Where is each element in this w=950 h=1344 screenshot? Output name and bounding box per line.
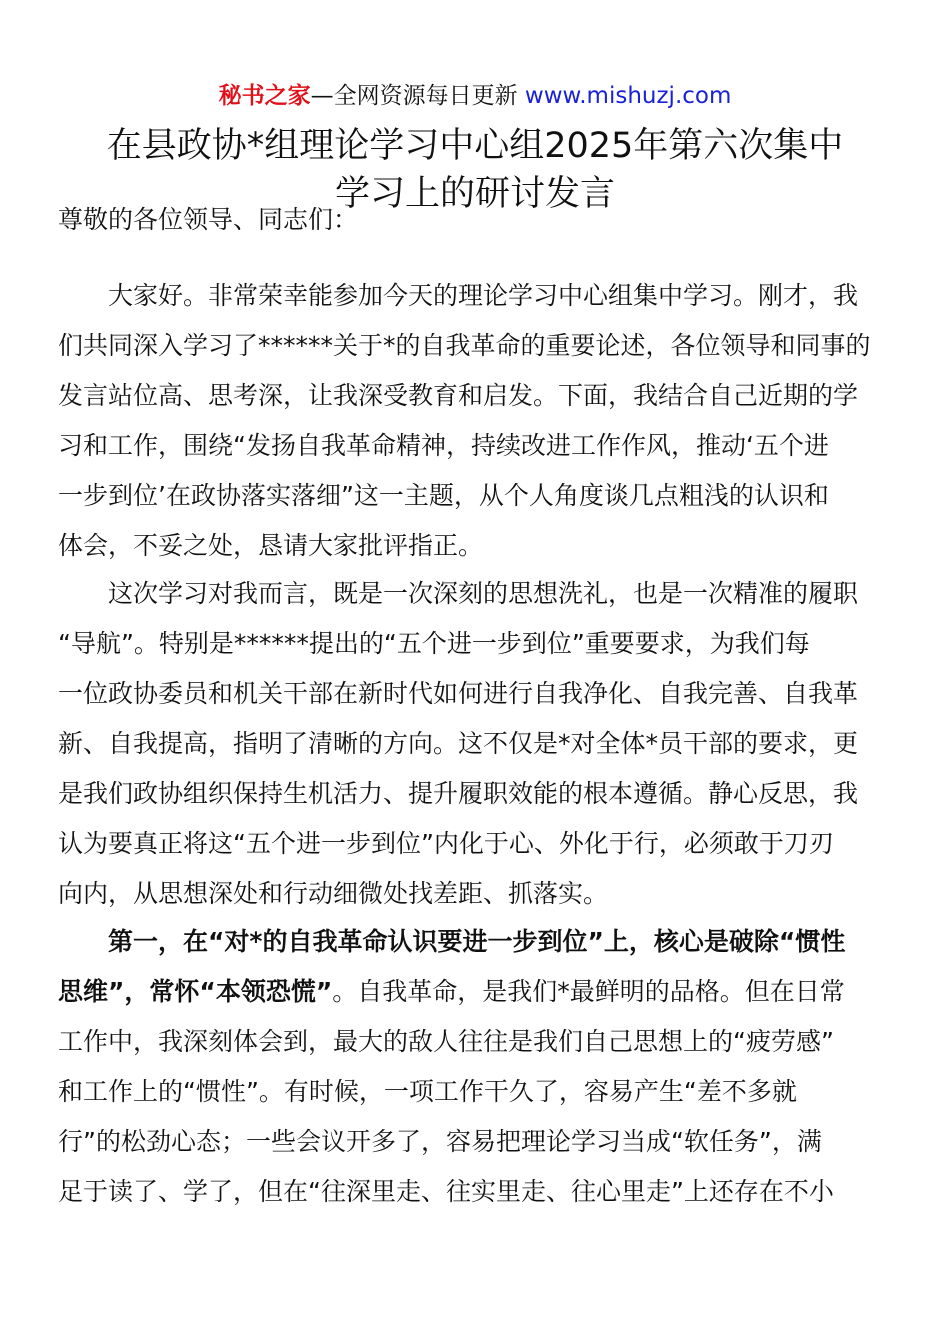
title-line-2: 学习上的研讨发言 <box>334 174 615 214</box>
paragraph-line: 这次学习对我而言，既是一次深刻的思想洗礼，也是一次精准的履职 <box>108 579 859 608</box>
paragraph-line: 习和工作，围绕“发扬自我革命精神，持续改进工作作风，推动‘五个进 <box>58 431 829 460</box>
paragraph-line: 工作中，我深刻体会到，最大的敌人往往是我们自己思想上的“疲劳感” <box>58 1027 834 1056</box>
banner-site-link[interactable]: www.mishuzj.com <box>524 83 732 109</box>
paragraph-line: 认为要真正将这“五个进一步到位”内化于心、外化于行，必须敢于刀刃 <box>58 829 834 858</box>
title-line-1: 在县政协*组理论学习中心组2025年第六次集中 <box>106 126 844 166</box>
paragraph-line: 一步到位’在政协落实落细”这一主题，从个人角度谈几点粗浅的认识和 <box>58 481 829 510</box>
paragraph-line: “导航”。特别是******提出的“五个进一步到位”重要要求，为我们每 <box>58 629 810 658</box>
paragraph-line: 新、自我提高，指明了清晰的方向。这不仅是*对全体*员干部的要求，更 <box>58 729 859 758</box>
paragraph-line: 发言站位高、思考深，让我深受教育和启发。下面，我结合自己近期的学 <box>58 381 859 410</box>
paragraph-line: 行”的松劲心态；一些会议开多了，容易把理论学习当成“软任务”，满 <box>58 1127 822 1156</box>
paragraph-line: 一位政协委员和机关干部在新时代如何进行自我净化、自我完善、自我革 <box>58 679 859 708</box>
site-banner <box>0 80 950 112</box>
salutation: 尊敬的各位领导、同志们： <box>58 205 359 234</box>
paragraph-line <box>58 972 845 1012</box>
paragraph-line: 体会，不妥之处，恳请大家批评指正。 <box>58 531 484 560</box>
paragraph-line: 们共同深入学习了******关于*的自我革命的重要论述，各位领导和同事的 <box>58 331 871 360</box>
paragraph-line: 大家好。非常荣幸能参加今天的理论学习中心组集中学习。刚才，我 <box>108 281 859 310</box>
bold-lead-cont: 思维”，常怀“本领恐慌” <box>58 977 333 1006</box>
paragraph-line: 向内，从思想深处和行动细微处找差距、抓落实。 <box>58 879 609 908</box>
banner-brand: 秘书之家 <box>218 83 311 109</box>
paragraph-line: 足于读了、学了，但在“往深里走、往实里走、往心里走”上还存在不小 <box>58 1177 834 1206</box>
paragraph-line <box>108 922 845 962</box>
bold-lead: 第一，在“对*的自我革命认识要进一步到位”上，核心是破除“惯性 <box>108 927 846 956</box>
line-rest: 。自我革命，是我们*最鲜明的品格。但在日常 <box>332 977 845 1006</box>
banner-tagline: —全网资源每日更新 <box>310 83 518 109</box>
paragraph-line: 和工作上的“惯性”。有时候，一项工作干久了，容易产生“差不多就 <box>58 1077 797 1106</box>
paragraph-line: 是我们政协组织保持生机活力、提升履职效能的根本遵循。静心反思，我 <box>58 779 859 808</box>
